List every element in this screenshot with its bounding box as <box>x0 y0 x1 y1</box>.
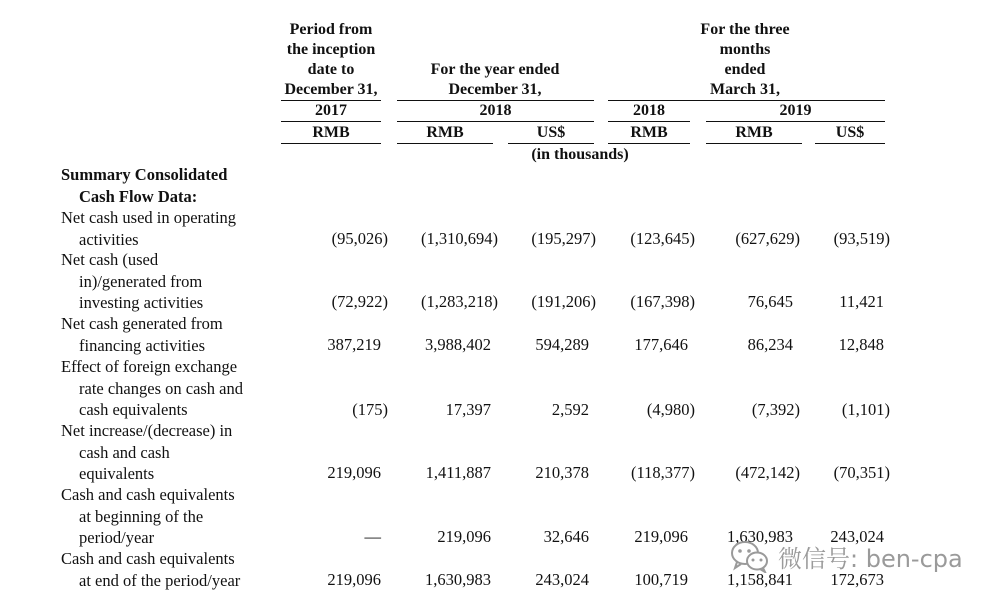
cell: 594,289 <box>535 335 589 354</box>
rule-year-row <box>397 121 594 122</box>
cell: (472,142) <box>735 463 800 482</box>
cell: (93,519) <box>833 229 890 248</box>
header-line: March 31, <box>710 81 780 98</box>
label-line: equivalents <box>79 464 155 483</box>
cell: 387,219 <box>327 335 381 354</box>
label-line: Cash and cash equivalents <box>61 485 235 504</box>
label-line: cash equivalents <box>79 400 188 419</box>
currency-usd: US$ <box>835 124 865 141</box>
cell: (1,283,218) <box>421 292 498 311</box>
header-line: ended <box>724 61 766 78</box>
cell: 219,096 <box>327 463 381 482</box>
label-line: investing activities <box>79 293 204 312</box>
header-line: For the year ended <box>430 61 560 78</box>
cell: (70,351) <box>833 463 890 482</box>
rule-currency-row <box>706 143 802 144</box>
currency-rmb: RMB <box>312 124 350 141</box>
watermark-text: 微信号: ben-cpa <box>778 544 963 573</box>
cell: (195,297) <box>531 229 596 248</box>
label-line: Net cash generated from <box>61 314 223 333</box>
label-line: Net cash used in operating <box>61 208 237 227</box>
rule-currency-row <box>815 143 885 144</box>
cell: 210,378 <box>535 463 589 482</box>
label-line: period/year <box>79 528 155 547</box>
header-line: Period from <box>289 21 373 38</box>
rule-year-row <box>281 121 381 122</box>
row-label-operating <box>61 207 236 250</box>
label-line: Effect of foreign exchange <box>61 357 238 376</box>
cell: 243,024 <box>830 527 884 546</box>
cell: 11,421 <box>839 292 884 311</box>
header-line: date to <box>307 61 355 78</box>
cell: (4,980) <box>646 400 695 419</box>
cell: 1,630,983 <box>425 570 491 589</box>
label-line: activities <box>79 229 139 249</box>
row-label-fx-effect <box>61 356 243 421</box>
units-note: (in thousands) <box>531 146 629 163</box>
row-label-investing <box>61 249 203 314</box>
cell: 1,411,887 <box>425 463 491 482</box>
cell: 32,646 <box>543 527 589 546</box>
label-line: in)/generated from <box>79 271 203 291</box>
cell: (167,398) <box>630 292 695 311</box>
cell: 1,158,841 <box>727 570 793 589</box>
cell: (191,206) <box>531 292 596 311</box>
cell: 219,096 <box>634 527 688 546</box>
row-label-ending <box>61 548 240 591</box>
label-line: Cash and cash equivalents <box>61 549 235 568</box>
currency-usd: US$ <box>536 124 566 141</box>
cell: (1,101) <box>841 400 890 419</box>
label-line: Net increase/(decrease) in <box>61 421 233 440</box>
cell: (627,629) <box>735 229 800 248</box>
currency-rmb: RMB <box>735 124 773 141</box>
header-line: the inception <box>286 41 376 58</box>
cell: 172,673 <box>830 570 884 589</box>
year-2018-quarter: 2018 <box>633 102 665 119</box>
cell: 243,024 <box>535 570 589 589</box>
cell: 177,646 <box>634 335 688 354</box>
year-2019: 2019 <box>779 102 812 119</box>
header-line: December 31, <box>448 81 542 98</box>
section-title <box>61 164 227 207</box>
row-label-beginning <box>61 484 235 549</box>
label-line: financing activities <box>79 335 205 355</box>
label-line: rate changes on cash and <box>79 378 244 398</box>
cell: 2,592 <box>551 400 589 419</box>
label-line: at end of the period/year <box>79 570 241 590</box>
cell: 17,397 <box>445 400 491 419</box>
section-title-line: Summary Consolidated <box>61 165 228 184</box>
label-line: cash and cash <box>79 442 170 462</box>
rule-currency-row <box>508 143 594 144</box>
cell: 100,719 <box>634 570 688 589</box>
row-label-financing <box>61 313 223 356</box>
rule-currency-row <box>608 143 690 144</box>
wechat-icon <box>730 539 770 573</box>
header-three-months <box>660 20 830 100</box>
cell: (7,392) <box>751 400 800 419</box>
cell: (72,922) <box>331 292 388 311</box>
cell: (95,026) <box>331 229 388 248</box>
cell: 86,234 <box>747 335 793 354</box>
section-title-line: Cash Flow Data: <box>79 186 198 206</box>
cell: — <box>364 527 381 546</box>
header-inception <box>281 20 381 100</box>
cell: (175) <box>352 400 388 419</box>
cell: 76,645 <box>747 292 793 311</box>
currency-rmb: RMB <box>630 124 668 141</box>
rule-year-row <box>706 121 885 122</box>
cell: (1,310,694) <box>421 229 498 248</box>
header-line: For the three <box>700 21 790 38</box>
header-year-ended <box>400 60 590 100</box>
rule-currency-row <box>281 143 381 144</box>
year-2018: 2018 <box>479 102 512 119</box>
header-line: months <box>719 41 771 58</box>
cell: 219,096 <box>437 527 491 546</box>
cell: (118,377) <box>630 463 695 482</box>
watermark <box>730 536 963 576</box>
rule-year-row <box>608 121 690 122</box>
label-line: Net cash (used <box>61 250 159 269</box>
rule-currency-row <box>397 143 493 144</box>
currency-rmb: RMB <box>426 124 464 141</box>
cell: 1,630,983 <box>727 527 793 546</box>
cell: 3,988,402 <box>425 335 491 354</box>
header-line: December 31, <box>284 81 378 98</box>
row-label-net-change <box>61 420 232 485</box>
label-line: at beginning of the <box>79 506 204 526</box>
cell: 12,848 <box>838 335 884 354</box>
year-2017: 2017 <box>315 102 347 119</box>
cell: (123,645) <box>630 229 695 248</box>
cell: 219,096 <box>327 570 381 589</box>
